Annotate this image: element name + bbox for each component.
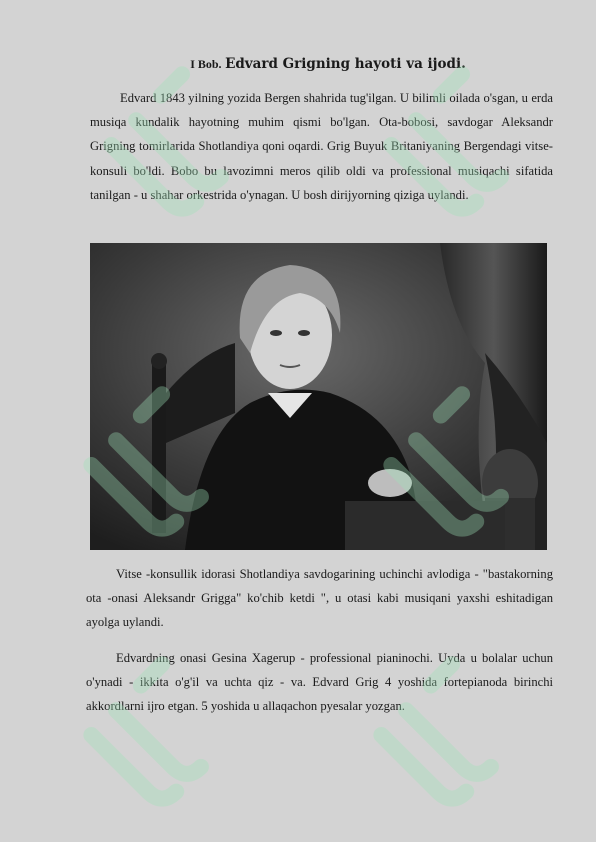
portrait-photo — [90, 243, 547, 550]
portrait-illustration — [90, 243, 547, 550]
chapter-number: I Bob. — [190, 57, 222, 71]
paragraph-intro: Edvard 1843 yilning yozida Bergen shahrida tug'ilgan. U bilimli oilada o'sgan, u erda musiqa kundalik hayotning muhim qismi bo'lgan. Ota-bobosi, savdogar Aleksandr Grigning tomirlarida Shotlandiya qoni oqardi. Grig Buyuk Britaniyaning Bergendagi vitse-konsuli bo'ldi. Bobo bu lavozimni meros qilib oldi va professional musiqachi sifatida tanilgan - u shahar orkestrida o'ynagan. U bosh dirijyorning qiziga uylandi. — [90, 91, 553, 202]
paragraph-mother: Edvardning onasi Gesina Xagerup - professional pianinochi. Uyda u bolalar uchun o'ynadi - ikkita o'g'il va uchta qiz - va. Edvard Grig 4 yoshida fortepianoda birinchi akkordlarni ijro etgan. 5 yoshida u allaqachon pyesalar yozgan. — [86, 651, 553, 714]
chapter-heading — [0, 56, 596, 73]
paragraph-consulate: Vitse -konsullik idorasi Shotlandiya savdogarining uchinchi avlodiga - "bastakorning ota -onasi Aleksandr Grigga" ko'chib ketdi ", u otasi kabi musiqani yaxshi eshitadigan ayolga uylandi. — [86, 567, 553, 630]
chapter-title: Edvard Grigning hayoti va ijodi. — [225, 56, 466, 72]
